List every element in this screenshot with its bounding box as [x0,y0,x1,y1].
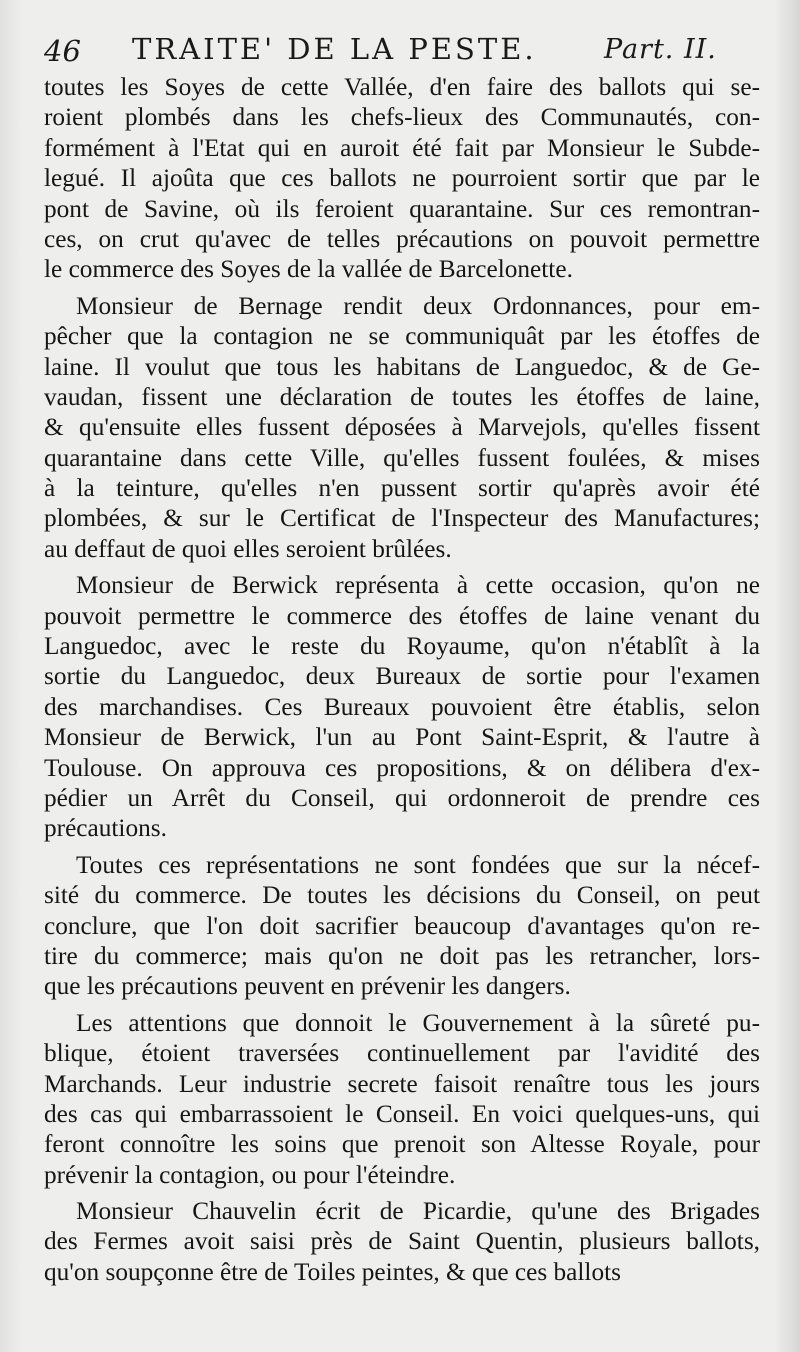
text-line: blique, étoient traversées continuellement par l'avidité des [44,1039,760,1068]
text-line: le commerce des Soyes de la vallée de Barcelonette. [44,255,573,284]
text-line: quarantaine dans cette Ville, qu'elles fussent foulées, & mises [44,443,760,472]
text-line: Toulouse. On approuva ces propositions, & on délibera d'ex- [44,753,760,782]
text-line: Les attentions que donnoit le Gouvernement à la sûreté pu- [76,1008,760,1037]
text-line: précautions. [44,814,167,843]
text-line: pédier un Arrêt du Conseil, qui ordonneroit de prendre ces [44,783,760,812]
text-line: feront connoître les soins que prenoit son Altesse Royale, pour [44,1130,760,1159]
paragraph [44,1196,760,1287]
text-line: ces, on crut qu'avec de telles précautions on pouvoit permettre [44,224,760,253]
text-line: sortie du Languedoc, deux Bureaux de sortie pour l'examen [44,662,760,691]
text-line: Monsieur Chauvelin écrit de Picardie, qu'une des Brigades [76,1197,760,1226]
paragraph [44,850,760,1002]
text-line: Monsieur de Berwick, l'un au Pont Saint-Esprit, & l'autre à [44,723,760,752]
text-line: pouvoit permettre le commerce des étoffes de laine venant du [44,601,760,630]
body-text [44,72,760,1287]
text-line: Toutes ces représentations ne sont fondées que sur la nécef- [76,850,760,879]
paragraph [44,72,760,285]
text-line: formément à l'Etat qui en auroit été fait par Monsieur le Subde- [44,133,760,162]
text-line: Monsieur de Bernage rendit deux Ordonnances, pour em- [76,291,760,320]
text-line: laine. Il voulut que tous les habitans de Languedoc, & de Ge- [44,352,760,381]
text-line: sité du commerce. De toutes les décisions du Conseil, on peut [44,881,760,910]
text-line: pêcher que la contagion ne se communiquât par les étoffes de [44,322,760,351]
part-label: Part. II. [604,34,717,65]
text-line: Languedoc, avec le reste du Royaume, qu'on n'établît à la [44,632,760,661]
text-line: au deffaut de quoi elles seroient brûlées. [44,534,452,563]
paragraph [44,291,760,565]
text-line: Marchands. Leur industrie secrete faisoit renaître tous les jours [44,1069,760,1098]
text-line: prévenir la contagion, ou pour l'éteindre. [44,1160,456,1189]
text-line: des cas qui embarrassoient le Conseil. En voici quelques-uns, qui [44,1099,760,1128]
text-line: pont de Savine, où ils feroient quarantaine. Sur ces remontran- [44,194,760,223]
page-shadow-right [774,0,800,1352]
text-line: Monsieur de Berwick représenta à cette occasion, qu'on ne [76,571,760,600]
text-line: & qu'ensuite elles fussent déposées à Marvejols, qu'elles fissent [44,413,760,442]
text-line: roient plombés dans les chefs-lieux des Communautés, con- [44,103,760,132]
paragraph [44,1008,760,1190]
page-shadow-left [0,0,22,1352]
text-line: des marchandises. Ces Bureaux pouvoient être établis, selon [44,692,760,721]
paragraph [44,570,760,844]
text-line: conclure, que l'on doit sacrifier beaucoup d'avantages qu'on re- [44,911,760,940]
text-line: des Fermes avoit saisi près de Saint Quentin, plusieurs ballots, [44,1227,760,1256]
text-line: toutes les Soyes de cette Vallée, d'en faire des ballots qui se- [44,73,760,101]
page-number: 46 [44,34,81,68]
text-line: vaudan, fissent une déclaration de toutes les étoffes de laine, [44,382,760,411]
text-line: legué. Il ajoûta que ces ballots ne pourroient sortir que par le [44,164,760,193]
text-line: tire du commerce; mais qu'on ne doit pas les retrancher, lors- [44,941,760,970]
text-line: à la teinture, qu'elles n'en pussent sortir qu'après avoir été [44,474,760,503]
text-line: qu'on soupçonne être de Toiles peintes, & que ces ballots [44,1257,621,1286]
text-line: que les précautions peuvent en prévenir les dangers. [44,972,571,1001]
text-line: plombées, & sur le Certificat de l'Inspecteur des Manufactures; [44,504,760,533]
running-title: TRAITE' DE LA PESTE. [132,32,537,66]
running-head [44,30,764,70]
